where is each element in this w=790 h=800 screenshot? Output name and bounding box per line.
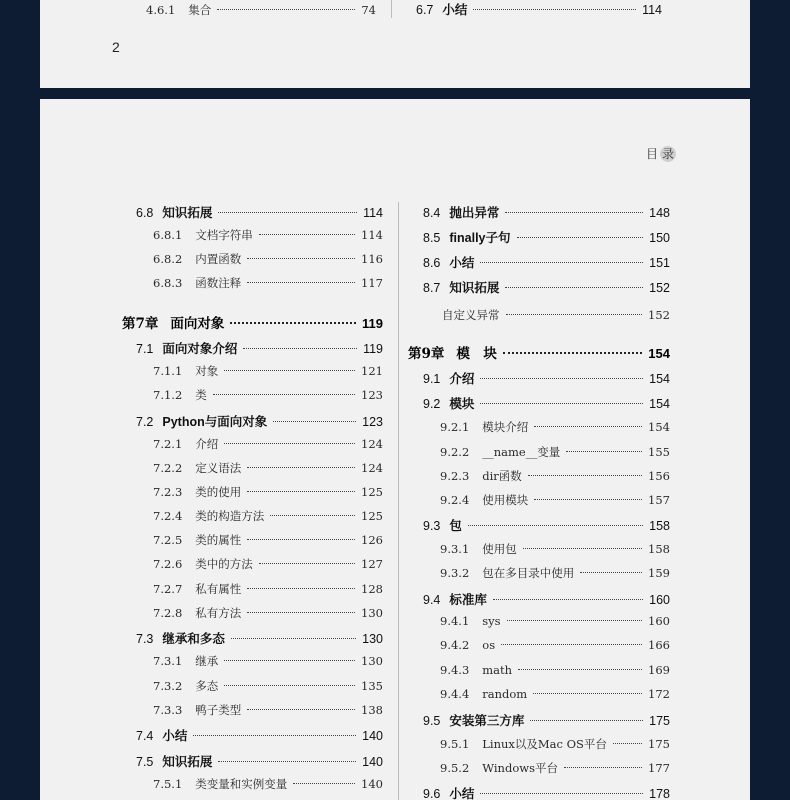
dot-leader xyxy=(218,212,357,213)
entry-title: 类的构造方法 xyxy=(195,509,265,523)
entry-page: 74 xyxy=(361,3,376,17)
toc-entry-sec xyxy=(423,203,670,221)
entry-page: 119 xyxy=(362,316,383,331)
entry-number: 8.4 xyxy=(423,206,441,220)
entry-number: 9.3.1 xyxy=(440,542,470,556)
entry-title: 鸭子类型 xyxy=(195,703,242,717)
entry-number: 9.4.3 xyxy=(440,663,470,677)
dot-leader xyxy=(480,262,643,263)
entry-title: math xyxy=(482,663,513,677)
dot-leader xyxy=(613,743,642,744)
dot-leader xyxy=(523,548,642,549)
entry-title: 继承 xyxy=(195,654,219,668)
entry-number: 7.2.3 xyxy=(153,485,183,499)
dot-leader xyxy=(501,644,642,645)
entry-page: 130 xyxy=(361,654,383,668)
toc-entry-sub xyxy=(440,565,670,581)
dot-leader xyxy=(247,282,355,283)
toc-entry-sec xyxy=(136,752,383,770)
toc-entry-sub xyxy=(440,687,670,701)
entry-title: dir函数 xyxy=(482,469,522,483)
entry-page: 157 xyxy=(648,493,670,507)
dot-leader xyxy=(530,720,643,721)
dot-leader xyxy=(247,539,355,540)
entry-number: 4.6.1 xyxy=(146,3,176,17)
entry-number: 7.2.5 xyxy=(153,533,183,547)
entry-title: 知识拓展 xyxy=(162,206,213,220)
dot-leader xyxy=(217,9,355,10)
entry-page: 172 xyxy=(648,687,670,701)
dot-leader xyxy=(193,735,356,736)
toc-entry-sec xyxy=(423,278,670,296)
toc-entry-sub xyxy=(440,614,670,628)
entry-title: 小结 xyxy=(442,3,468,17)
entry-page: 124 xyxy=(361,437,383,451)
dot-leader xyxy=(503,352,642,354)
entry-number: 第7章 xyxy=(122,316,159,332)
entry-title: 集合 xyxy=(188,3,212,17)
toc-entry-sub xyxy=(153,581,383,597)
entry-number: 9.5 xyxy=(423,714,441,728)
entry-page: 123 xyxy=(361,388,383,402)
column-divider xyxy=(391,0,392,18)
entry-number: 9.6 xyxy=(423,787,441,800)
entry-page: 175 xyxy=(648,737,670,751)
entry-title: 介绍 xyxy=(195,437,219,451)
entry-page: 152 xyxy=(649,281,670,295)
entry-number: 7.4 xyxy=(136,729,154,743)
toc-entry-sec xyxy=(423,784,670,800)
entry-page: 155 xyxy=(648,445,670,459)
running-head-mark: 录 xyxy=(662,147,675,161)
page-number: 2 xyxy=(112,39,120,55)
entry-page: 138 xyxy=(361,703,383,717)
entry-title: __name__变量 xyxy=(482,445,561,459)
dot-leader xyxy=(224,370,355,371)
dot-leader xyxy=(270,515,355,516)
toc-entry-sub xyxy=(153,387,383,403)
entry-title: 类 xyxy=(195,388,207,402)
entry-number: 6.8.3 xyxy=(153,276,183,290)
toc-entry-sec xyxy=(423,253,670,271)
entry-page: 148 xyxy=(649,206,670,220)
dot-leader xyxy=(534,499,642,500)
entry-page: 154 xyxy=(649,397,670,411)
entry-page: 177 xyxy=(648,761,670,775)
dot-leader xyxy=(224,660,355,661)
entry-number: 9.3 xyxy=(423,519,441,533)
entry-number: 7.1.1 xyxy=(153,364,183,378)
dot-leader xyxy=(505,212,643,213)
entry-number: 9.4 xyxy=(423,593,441,607)
dot-leader xyxy=(517,237,644,238)
dot-leader xyxy=(247,588,355,589)
entry-title: 继承和多态 xyxy=(162,632,225,646)
dot-leader xyxy=(231,638,356,639)
entry-number: 7.3 xyxy=(136,632,154,646)
column-divider xyxy=(398,202,399,800)
entry-title: 定义语法 xyxy=(195,461,242,475)
entry-page: 160 xyxy=(649,593,670,607)
dot-leader xyxy=(564,767,642,768)
entry-number: 6.8.2 xyxy=(153,252,183,266)
dot-leader xyxy=(518,669,642,670)
toc-page xyxy=(40,99,750,800)
toc-entry-sec xyxy=(136,726,383,744)
entry-number: 9.4.2 xyxy=(440,638,470,652)
toc-entry-sec xyxy=(423,228,670,246)
entry-title: random xyxy=(482,687,528,701)
entry-page: 130 xyxy=(361,606,383,620)
entry-page: 154 xyxy=(648,346,670,361)
toc-entry-sub xyxy=(153,275,383,291)
entry-page: 125 xyxy=(361,509,383,523)
entry-title: finally子句 xyxy=(449,231,511,245)
entry-title: sys xyxy=(482,614,501,628)
dot-leader xyxy=(480,793,643,794)
toc-entry-sub xyxy=(153,678,383,694)
dot-leader xyxy=(247,467,355,468)
entry-page: 154 xyxy=(649,372,670,386)
dot-leader xyxy=(259,234,355,235)
entry-number: 7.3.2 xyxy=(153,679,183,693)
entry-number: 7.2 xyxy=(136,415,154,429)
toc-entry-sub xyxy=(153,227,383,243)
entry-page: 151 xyxy=(649,256,670,270)
entry-number: 9.4.4 xyxy=(440,687,470,701)
entry-number: 7.3.3 xyxy=(153,703,183,717)
entry-page: 158 xyxy=(649,519,670,533)
entry-number: 7.5 xyxy=(136,755,154,769)
entry-page: 121 xyxy=(361,364,383,378)
entry-number: 9.1 xyxy=(423,372,441,386)
dot-leader xyxy=(505,287,643,288)
toc-entry-sub xyxy=(440,492,670,508)
entry-page: 169 xyxy=(648,663,670,677)
entry-title: 包 xyxy=(449,519,462,533)
entry-title: 小结 xyxy=(449,787,475,800)
toc-entry-sec xyxy=(423,711,670,729)
dot-leader xyxy=(247,491,355,492)
toc-entry-sub xyxy=(153,460,383,476)
entry-title: 使用模块 xyxy=(482,493,529,507)
toc-entry-chap xyxy=(122,312,383,332)
toc-entry-sub xyxy=(153,532,383,548)
entry-number: 7.2.6 xyxy=(153,557,183,571)
entry-title: 模块 xyxy=(449,397,475,411)
entry-number: 9.2.4 xyxy=(440,493,470,507)
dot-leader xyxy=(247,612,355,613)
toc-entry-sec xyxy=(423,369,670,387)
entry-title: 私有方法 xyxy=(195,606,242,620)
toc-entry-sec xyxy=(423,516,670,534)
entry-page: 158 xyxy=(648,542,670,556)
entry-page: 135 xyxy=(361,679,383,693)
entry-number: 7.2.8 xyxy=(153,606,183,620)
dot-leader xyxy=(566,451,642,452)
toc-entry-sub xyxy=(153,605,383,621)
toc-entry-sub xyxy=(153,556,383,572)
entry-page: 128 xyxy=(361,582,383,596)
entry-title: 知识拓展 xyxy=(449,281,500,295)
entry-title: 类的属性 xyxy=(195,533,242,547)
toc-entry-sec xyxy=(136,412,383,430)
entry-number: 9.2.3 xyxy=(440,469,470,483)
entry-page: 140 xyxy=(362,755,383,769)
toc-entry-sub xyxy=(153,653,383,669)
entry-title: 安装第三方库 xyxy=(449,714,525,728)
entry-title: 私有属性 xyxy=(195,582,242,596)
entry-number: 9.5.1 xyxy=(440,737,470,751)
dot-leader xyxy=(473,9,636,10)
entry-page: 117 xyxy=(361,276,383,290)
running-head: 目 录 xyxy=(646,147,675,161)
entry-number: 7.2.2 xyxy=(153,461,183,475)
entry-page: 116 xyxy=(361,252,383,266)
entry-page: 140 xyxy=(362,729,383,743)
entry-title: 标准库 xyxy=(449,593,487,607)
dot-leader xyxy=(468,525,643,526)
entry-page: 154 xyxy=(648,420,670,434)
toc-entry-sub xyxy=(440,638,670,652)
entry-page: 152 xyxy=(648,308,670,322)
toc-entry-sec xyxy=(423,590,670,608)
entry-number: 7.3.1 xyxy=(153,654,183,668)
entry-page: 130 xyxy=(362,632,383,646)
entry-title: 使用包 xyxy=(482,542,517,556)
entry-title: 小结 xyxy=(449,256,475,270)
toc-entry-sec xyxy=(136,339,383,357)
toc-entry-sub xyxy=(440,663,670,677)
entry-number: 9.4.1 xyxy=(440,614,470,628)
entry-title: 对象 xyxy=(195,364,219,378)
entry-title: 函数注释 xyxy=(195,276,242,290)
dot-leader xyxy=(293,783,355,784)
entry-title: 模块介绍 xyxy=(482,420,529,434)
toc-entry-sec xyxy=(423,394,670,412)
dot-leader xyxy=(480,403,643,404)
entry-number: 9.2.1 xyxy=(440,420,470,434)
toc-entry-note xyxy=(442,307,670,323)
entry-title: os xyxy=(482,638,496,652)
entry-title: 模 块 xyxy=(456,346,497,362)
toc-entry-sec xyxy=(136,203,383,221)
dot-leader xyxy=(224,685,355,686)
toc-entry-sub xyxy=(440,541,670,557)
entry-page: 124 xyxy=(361,461,383,475)
toc-entry-sub xyxy=(153,776,383,792)
toc-entry-sub xyxy=(153,484,383,500)
entry-number: 第9章 xyxy=(408,346,445,362)
dot-leader xyxy=(507,620,642,621)
entry-page: 126 xyxy=(361,533,383,547)
dot-leader xyxy=(218,761,356,762)
entry-title: 包在多目录中使用 xyxy=(482,566,575,580)
toc-entry-sub xyxy=(153,363,383,379)
entry-page: 166 xyxy=(648,638,670,652)
entry-page: 119 xyxy=(363,342,383,356)
entry-number: 6.8.1 xyxy=(153,228,183,242)
entry-page: 140 xyxy=(361,777,383,791)
dot-leader xyxy=(534,426,642,427)
entry-title: 类变量和实例变量 xyxy=(195,777,288,791)
entry-page: 114 xyxy=(361,228,383,242)
entry-page: 178 xyxy=(649,787,670,800)
dot-leader xyxy=(528,475,642,476)
entry-number: 8.5 xyxy=(423,231,441,245)
previous-page xyxy=(40,0,750,88)
entry-title: 小结 xyxy=(162,729,188,743)
entry-number: 7.1 xyxy=(136,342,154,356)
dot-leader xyxy=(480,378,643,379)
toc-entry-sub xyxy=(153,702,383,718)
dot-leader xyxy=(247,258,355,259)
entry-title: 面向对象介绍 xyxy=(162,342,238,356)
entry-number: 7.1.2 xyxy=(153,388,183,402)
entry-number: 8.6 xyxy=(423,256,441,270)
entry-page: 123 xyxy=(362,415,383,429)
toc-entry-sub xyxy=(440,444,670,460)
toc-entry-sub xyxy=(153,508,383,524)
dot-leader xyxy=(533,693,642,694)
entry-number: 8.7 xyxy=(423,281,441,295)
toc-entry-sub xyxy=(146,2,376,18)
entry-number: 9.5.2 xyxy=(440,761,470,775)
entry-title: 介绍 xyxy=(449,372,475,386)
toc-entry-sub xyxy=(440,419,670,435)
entry-page: 160 xyxy=(648,614,670,628)
dot-leader xyxy=(493,599,643,600)
toc-entry-sub xyxy=(153,436,383,452)
entry-page: 156 xyxy=(648,469,670,483)
toc-entry-sec xyxy=(136,629,383,647)
toc-entry-sub xyxy=(440,760,670,776)
entry-page: 114 xyxy=(363,206,383,220)
entry-number: 9.2 xyxy=(423,397,441,411)
dot-leader xyxy=(580,572,642,573)
entry-title: 面向对象 xyxy=(170,316,225,332)
entry-title: 多态 xyxy=(195,679,219,693)
toc-entry-chap xyxy=(408,342,670,362)
toc-entry-sec xyxy=(416,0,662,18)
entry-number: 9.2.2 xyxy=(440,445,470,459)
entry-title: Python与面向对象 xyxy=(162,415,268,429)
entry-title: 文档字符串 xyxy=(195,228,253,242)
toc-entry-sub xyxy=(440,736,670,752)
entry-number: 6.8 xyxy=(136,206,154,220)
entry-title: 知识拓展 xyxy=(162,755,213,769)
entry-number: 9.3.2 xyxy=(440,566,470,580)
entry-page: 114 xyxy=(642,3,662,17)
entry-number: 7.2.4 xyxy=(153,509,183,523)
toc-entry-sub xyxy=(440,468,670,484)
entry-title: 自定义异常 xyxy=(442,308,500,322)
entry-title: Linux以及Mac OS平台 xyxy=(482,737,607,751)
entry-title: Windows平台 xyxy=(482,761,558,775)
dot-leader xyxy=(506,314,643,315)
dot-leader xyxy=(259,563,355,564)
entry-title: 类中的方法 xyxy=(195,557,253,571)
entry-title: 类的使用 xyxy=(195,485,242,499)
entry-page: 175 xyxy=(649,714,670,728)
dot-leader xyxy=(247,709,355,710)
dot-leader xyxy=(224,443,355,444)
entry-title: 抛出异常 xyxy=(449,206,500,220)
entry-number: 7.5.1 xyxy=(153,777,183,791)
entry-title: 内置函数 xyxy=(195,252,242,266)
entry-page: 159 xyxy=(648,566,670,580)
dot-leader xyxy=(230,322,356,324)
dot-leader xyxy=(273,421,356,422)
entry-number: 7.2.1 xyxy=(153,437,183,451)
entry-page: 125 xyxy=(361,485,383,499)
dot-leader xyxy=(243,348,357,349)
entry-page: 127 xyxy=(361,557,383,571)
entry-page: 150 xyxy=(649,231,670,245)
entry-number: 6.7 xyxy=(416,3,434,17)
entry-number: 7.2.7 xyxy=(153,582,183,596)
dot-leader xyxy=(213,394,355,395)
toc-entry-sub xyxy=(153,251,383,267)
